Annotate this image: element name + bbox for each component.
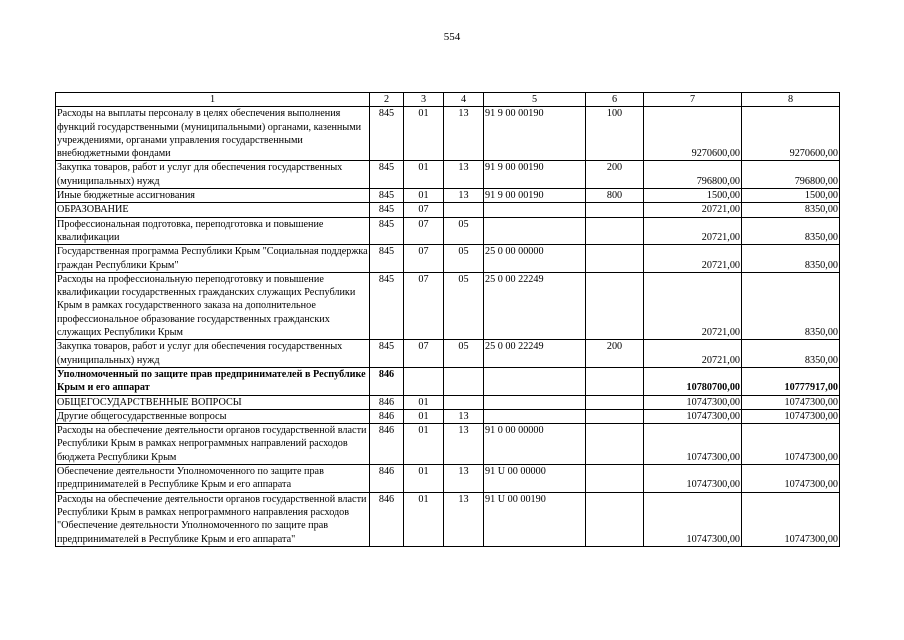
row-subsection-code: 13 <box>444 107 484 161</box>
row-expense-type <box>586 395 644 409</box>
table-row <box>56 340 840 368</box>
row-name: Другие общегосударственные вопросы <box>56 409 370 423</box>
row-name: ОБЩЕГОСУДАРСТВЕННЫЕ ВОПРОСЫ <box>56 395 370 409</box>
row-target-article <box>484 409 586 423</box>
row-name: Закупка товаров, работ и услуг для обеспечения государственных (муниципальных) нужд <box>56 340 370 368</box>
row-amount-1: 1500,00 <box>644 189 742 203</box>
row-grbs-code: 845 <box>370 217 404 245</box>
row-grbs-code: 845 <box>370 340 404 368</box>
row-amount-2: 1500,00 <box>742 189 840 203</box>
row-amount-2: 8350,00 <box>742 245 840 273</box>
row-grbs-code: 846 <box>370 424 404 465</box>
row-amount-1: 10747300,00 <box>644 395 742 409</box>
row-target-article <box>484 203 586 217</box>
row-amount-1: 796800,00 <box>644 161 742 189</box>
row-target-article <box>484 395 586 409</box>
row-name: Расходы на профессиональную переподготовку и повышение квалификации государственных гражданских служащих Республики Крым в рамках государственного заказа на дополнительное профессиональное образование государственных гражданских служащих Республики Крым <box>56 272 370 339</box>
row-expense-type: 200 <box>586 340 644 368</box>
page-number: 554 <box>443 31 461 43</box>
row-amount-1: 10780700,00 <box>644 367 742 395</box>
row-section-code: 07 <box>404 217 444 245</box>
row-name: Иные бюджетные ассигнования <box>56 189 370 203</box>
row-amount-2: 8350,00 <box>742 203 840 217</box>
row-amount-1: 20721,00 <box>644 203 742 217</box>
row-target-article: 91 0 00 00000 <box>484 424 586 465</box>
table-row <box>56 107 840 161</box>
column-header: 8 <box>742 93 840 107</box>
row-name: Расходы на обеспечение деятельности органов государственной власти Республики Крым в рамках непрограммных направлений расходов бюджета Республики Крым <box>56 424 370 465</box>
row-subsection-code <box>444 367 484 395</box>
row-target-article: 25 0 00 22249 <box>484 272 586 339</box>
table-row <box>56 217 840 245</box>
column-header: 2 <box>370 93 404 107</box>
row-subsection-code: 05 <box>444 217 484 245</box>
row-section-code: 07 <box>404 203 444 217</box>
row-amount-1: 9270600,00 <box>644 107 742 161</box>
row-amount-2: 8350,00 <box>742 217 840 245</box>
table-header-row <box>56 93 840 107</box>
row-expense-type <box>586 203 644 217</box>
row-grbs-code: 846 <box>370 465 404 493</box>
row-amount-2: 8350,00 <box>742 272 840 339</box>
row-section-code: 07 <box>404 340 444 368</box>
row-amount-2: 8350,00 <box>742 340 840 368</box>
table-row <box>56 161 840 189</box>
row-name: Обеспечение деятельности Уполномоченного по защите прав предпринимателей в Республике Крым и его аппарата <box>56 465 370 493</box>
row-amount-2: 10747300,00 <box>742 424 840 465</box>
row-subsection-code: 13 <box>444 189 484 203</box>
row-amount-1: 20721,00 <box>644 272 742 339</box>
row-expense-type <box>586 272 644 339</box>
row-amount-2: 10747300,00 <box>742 409 840 423</box>
row-target-article: 91 9 00 00190 <box>484 161 586 189</box>
table-row <box>56 245 840 273</box>
table-row <box>56 272 840 339</box>
row-grbs-code: 846 <box>370 395 404 409</box>
row-amount-1: 20721,00 <box>644 340 742 368</box>
row-expense-type <box>586 367 644 395</box>
row-section-code: 01 <box>404 424 444 465</box>
table-row <box>56 189 840 203</box>
row-grbs-code: 846 <box>370 409 404 423</box>
row-section-code: 01 <box>404 465 444 493</box>
row-expense-type <box>586 465 644 493</box>
row-section-code: 01 <box>404 161 444 189</box>
row-subsection-code <box>444 395 484 409</box>
row-subsection-code: 13 <box>444 492 484 546</box>
row-section-code: 01 <box>404 107 444 161</box>
column-header: 3 <box>404 93 444 107</box>
row-amount-2: 10747300,00 <box>742 395 840 409</box>
row-amount-1: 10747300,00 <box>644 465 742 493</box>
row-target-article <box>484 217 586 245</box>
column-header: 4 <box>444 93 484 107</box>
row-subsection-code: 13 <box>444 424 484 465</box>
row-name: Расходы на обеспечение деятельности органов государственной власти Республики Крым в рамках непрограммного направления расходов "Обеспечение деятельности Уполномоченного по защите прав предпринимателей в Республике Крым и его аппарата" <box>56 492 370 546</box>
row-name: Закупка товаров, работ и услуг для обеспечения государственных (муниципальных) нужд <box>56 161 370 189</box>
row-grbs-code: 845 <box>370 107 404 161</box>
row-section-code: 01 <box>404 189 444 203</box>
row-target-article: 91 9 00 00190 <box>484 189 586 203</box>
row-subsection-code: 13 <box>444 409 484 423</box>
row-subsection-code: 05 <box>444 272 484 339</box>
row-expense-type <box>586 492 644 546</box>
row-target-article <box>484 367 586 395</box>
row-section-code: 01 <box>404 492 444 546</box>
row-amount-1: 10747300,00 <box>644 424 742 465</box>
table-row <box>56 492 840 546</box>
table-row <box>56 367 840 395</box>
row-target-article: 91 U 00 00000 <box>484 465 586 493</box>
row-expense-type <box>586 424 644 465</box>
row-subsection-code <box>444 203 484 217</box>
row-grbs-code: 845 <box>370 161 404 189</box>
row-target-article: 91 U 00 00190 <box>484 492 586 546</box>
row-amount-1: 20721,00 <box>644 217 742 245</box>
column-header: 1 <box>56 93 370 107</box>
table-row <box>56 465 840 493</box>
row-amount-2: 9270600,00 <box>742 107 840 161</box>
row-target-article: 25 0 00 22249 <box>484 340 586 368</box>
column-header: 7 <box>644 93 742 107</box>
row-amount-2: 796800,00 <box>742 161 840 189</box>
column-header: 5 <box>484 93 586 107</box>
row-expense-type: 200 <box>586 161 644 189</box>
row-name: Уполномоченный по защите прав предпринимателей в Республике Крым и его аппарат <box>56 367 370 395</box>
row-name: Расходы на выплаты персоналу в целях обеспечения выполнения функций государственными (муниципальными) органами, казенными учреждениями, органами управления государственными внебюджетными фондами <box>56 107 370 161</box>
row-amount-1: 20721,00 <box>644 245 742 273</box>
row-section-code: 01 <box>404 409 444 423</box>
row-subsection-code: 13 <box>444 161 484 189</box>
row-grbs-code: 845 <box>370 272 404 339</box>
row-amount-1: 10747300,00 <box>644 409 742 423</box>
row-expense-type <box>586 217 644 245</box>
row-amount-1: 10747300,00 <box>644 492 742 546</box>
row-expense-type: 100 <box>586 107 644 161</box>
row-subsection-code: 05 <box>444 245 484 273</box>
row-grbs-code: 846 <box>370 367 404 395</box>
row-expense-type <box>586 409 644 423</box>
row-grbs-code: 845 <box>370 203 404 217</box>
row-grbs-code: 845 <box>370 245 404 273</box>
row-name: Государственная программа Республики Крым "Социальная поддержка граждан Республики Крым" <box>57 246 368 271</box>
row-expense-type: 800 <box>586 189 644 203</box>
row-section-code: 01 <box>404 395 444 409</box>
row-section-code: 07 <box>404 245 444 273</box>
row-grbs-code: 845 <box>370 189 404 203</box>
row-target-article: 91 9 00 00190 <box>484 107 586 161</box>
row-name: Профессиональная подготовка, переподготовка и повышение квалификации <box>56 217 370 245</box>
row-amount-2: 10747300,00 <box>742 492 840 546</box>
column-header: 6 <box>586 93 644 107</box>
row-name: ОБРАЗОВАНИЕ <box>56 203 370 217</box>
row-section-code: 07 <box>404 272 444 339</box>
row-amount-2: 10747300,00 <box>742 465 840 493</box>
row-amount-2: 10777917,00 <box>742 367 840 395</box>
row-subsection-code: 05 <box>444 340 484 368</box>
budget-table <box>55 92 840 547</box>
table-row <box>56 203 840 217</box>
table-row <box>56 409 840 423</box>
row-section-code <box>404 367 444 395</box>
table-row <box>56 395 840 409</box>
row-target-article: 25 0 00 00000 <box>484 245 586 273</box>
table-row <box>56 424 840 465</box>
row-expense-type <box>586 245 644 273</box>
row-grbs-code: 846 <box>370 492 404 546</box>
row-subsection-code: 13 <box>444 465 484 493</box>
